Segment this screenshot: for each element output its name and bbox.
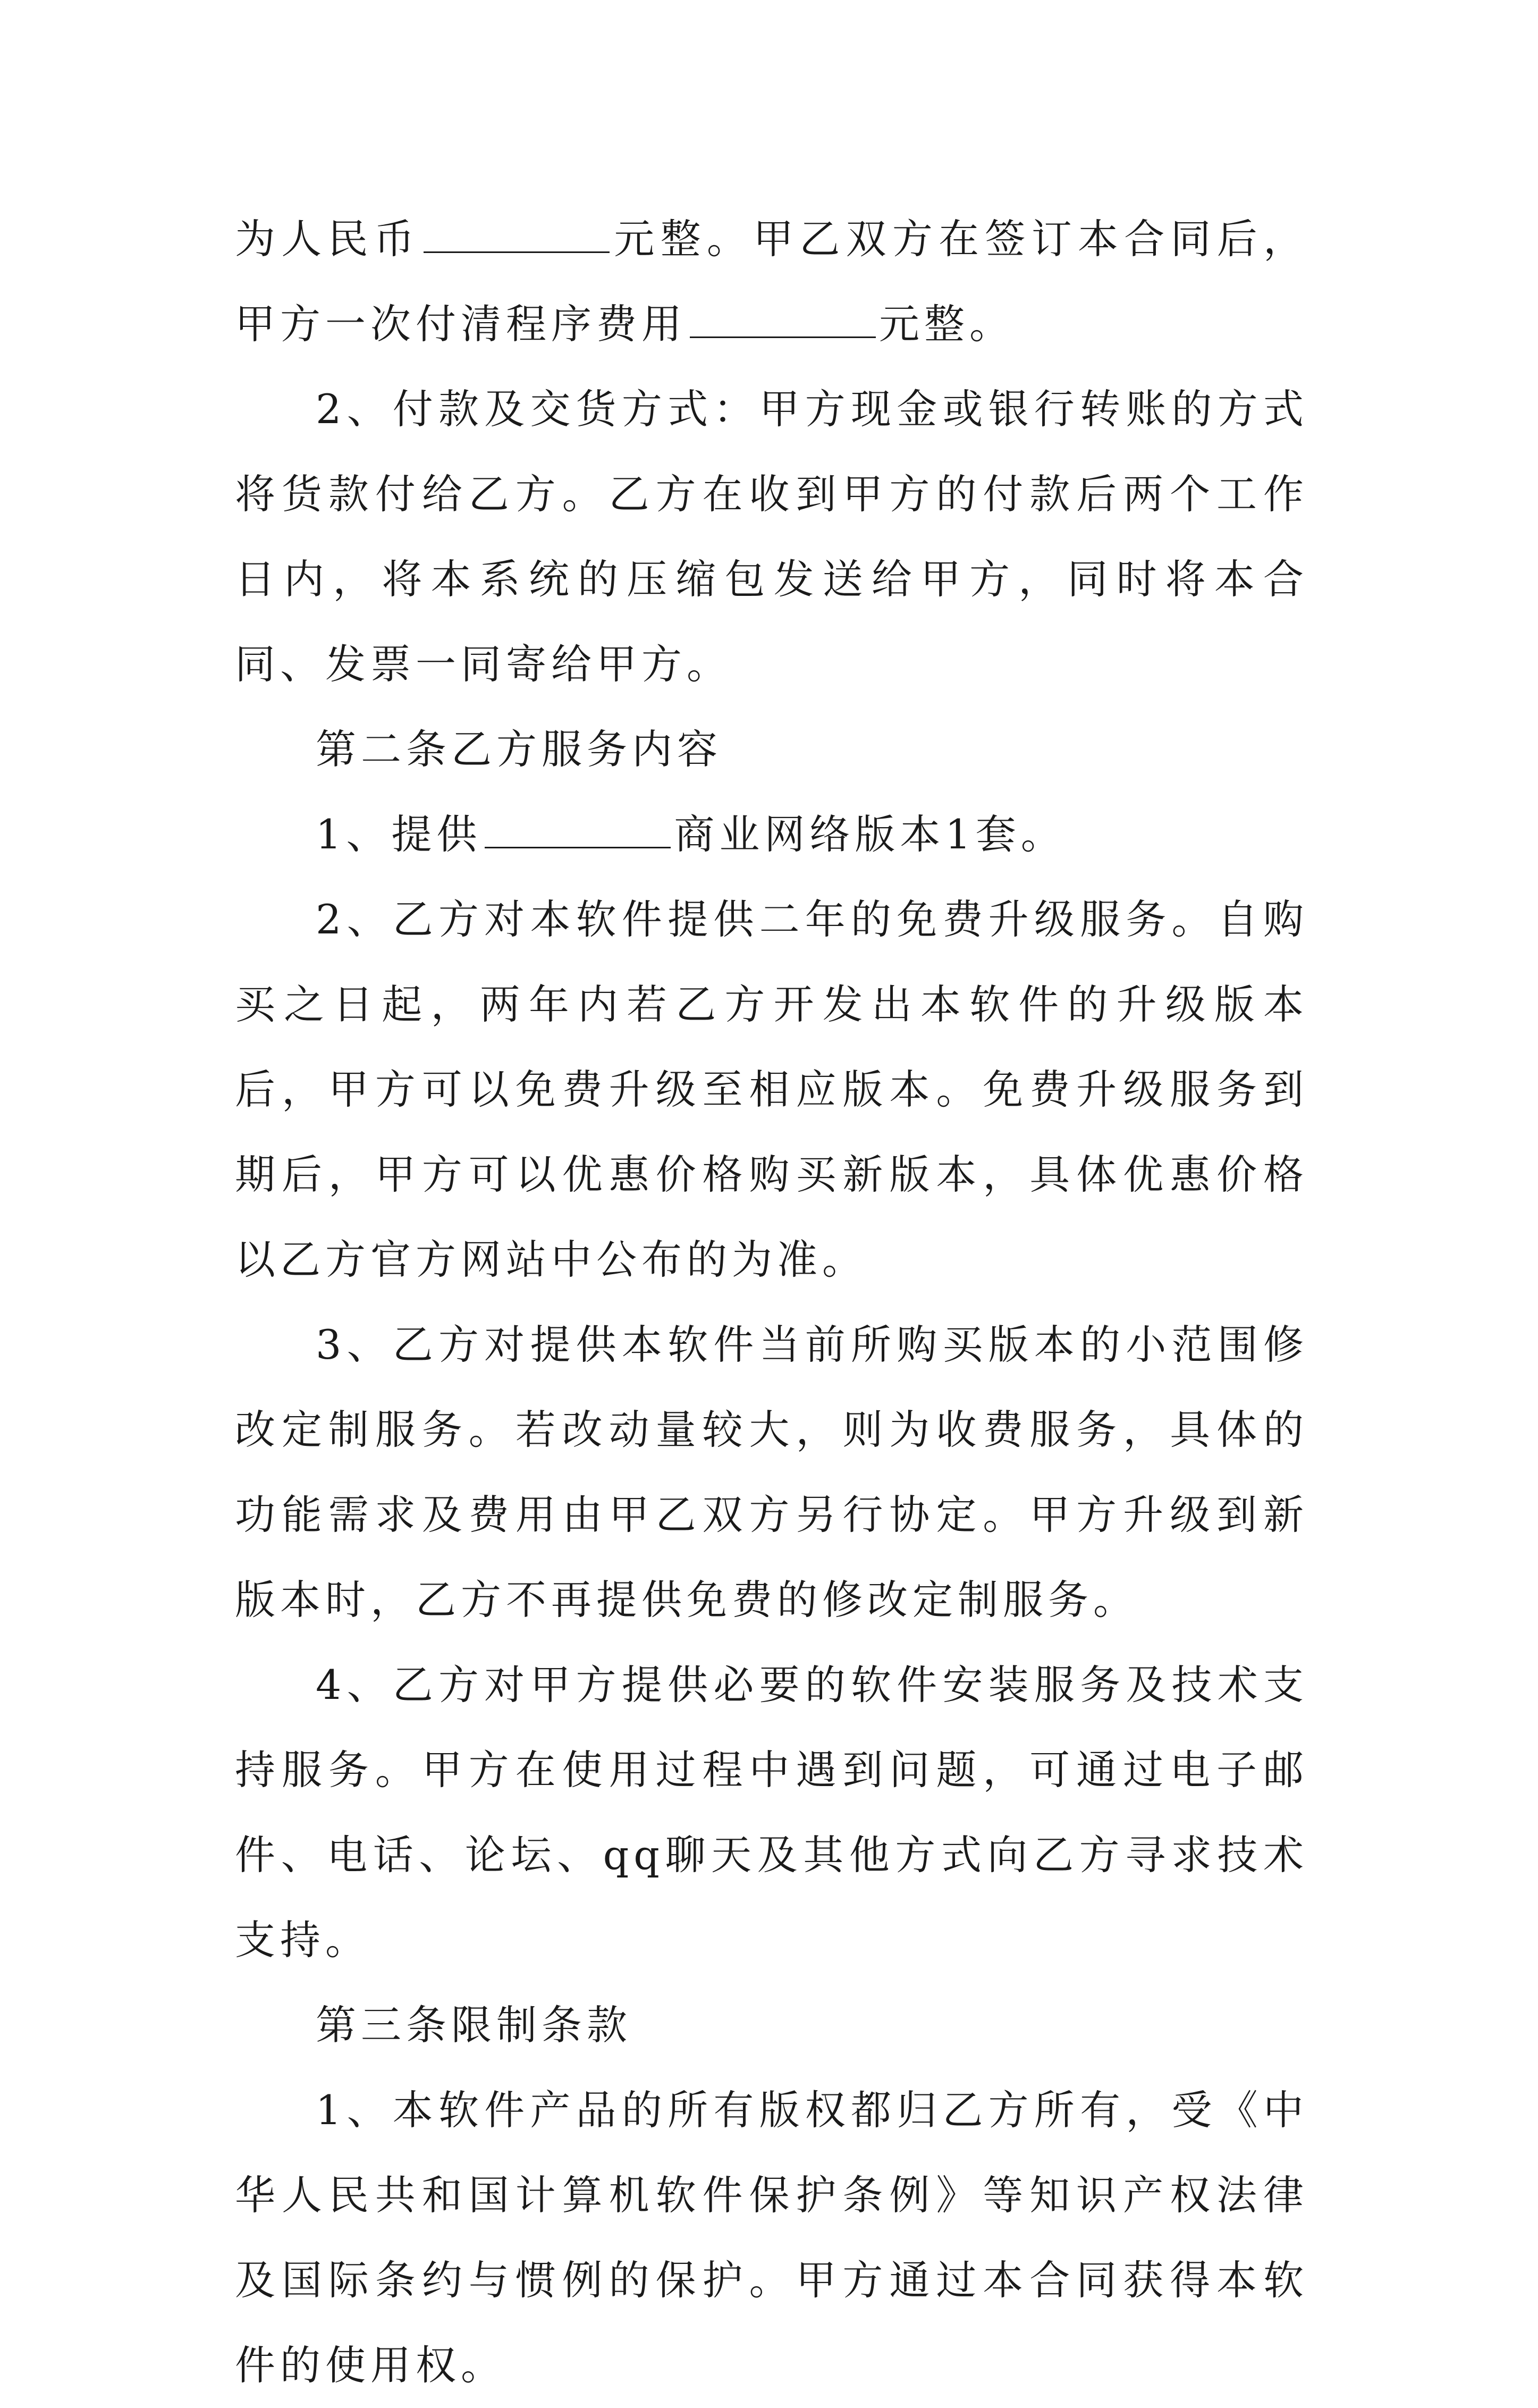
product-blank-line	[485, 815, 671, 848]
paragraph-restriction-item-1: 1、本软件产品的所有版权都归乙方所有，受《中华人民共和国计算机软件保护条例》等知识产权法律及国际条约与惯例的保护。甲方通过本合同获得本软件的使用权。	[235, 2086, 1308, 2389]
article-heading-restrictions: 第三条限制条款	[316, 2001, 632, 2049]
paragraph-service-item-1	[235, 792, 1308, 877]
paragraph-service-item-4: 4、乙方对甲方提供必要的软件安装服务及技术支持服务。甲方在使用过程中遇到问题，可通过电子邮件、电话、论坛、qq聊天及其他方式向乙方寻求技术支持。	[235, 1661, 1308, 1964]
paragraph-text: 为人民币	[235, 215, 421, 263]
fee-blank-line	[690, 305, 876, 338]
paragraph-text: 1、提供	[316, 811, 482, 858]
paragraph-text: 商业网络版本1套。	[674, 811, 1066, 858]
amount-blank-line	[424, 220, 610, 253]
document-body	[235, 197, 1308, 2408]
paragraph-payment-amount	[235, 197, 1308, 367]
paragraph-payment-delivery: 2、付款及交货方式：甲方现金或银行转账的方式将货款付给乙方。乙方在收到甲方的付款后两个工作日内，将本系统的压缩包发送给甲方，同时将本合同、发票一同寄给甲方。	[235, 385, 1308, 688]
paragraph-service-item-2: 2、乙方对本软件提供二年的免费升级服务。自购买之日起，两年内若乙方开发出本软件的升级版本后，甲方可以免费升级至相应版本。免费升级服务到期后，甲方可以优惠价格购买新版本，具体优惠价格以乙方官方网站中公布的为准。	[235, 896, 1308, 1283]
paragraph-text: 元整。	[879, 300, 1015, 348]
article-heading-service: 第二条乙方服务内容	[316, 726, 722, 773]
paragraph-text: 元整。甲乙双方在签订本合同后，甲方一次付清程序费用	[235, 215, 1309, 348]
paragraph-service-item-3: 3、乙方对提供本软件当前所购买版本的小范围修改定制服务。若改动量较大，则为收费服务，具体的功能需求及费用由甲乙双方另行协定。甲方升级到新版本时，乙方不再提供免费的修改定制服务。	[235, 1321, 1308, 1623]
